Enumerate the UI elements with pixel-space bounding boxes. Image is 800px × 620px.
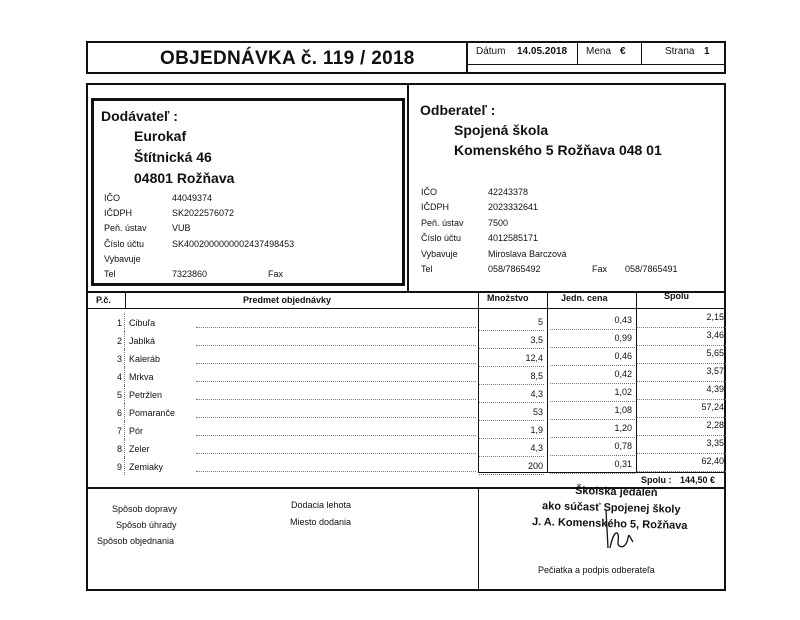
customer-field-value: 42243378 [488,187,529,197]
date-label: Dátum [476,46,506,57]
row-unit-price: 1,08 [614,405,632,415]
row-total-line [637,345,726,346]
signature-caption: Pečiatka a podpis odberateľa [538,565,655,575]
party-divider [407,85,409,291]
row-separator [124,385,126,403]
row-price-line [550,329,635,330]
row-number: 2 [116,336,122,346]
row-price-line [550,437,635,438]
page-label: Strana [665,46,695,57]
customer-field-label: Peň. ústav [421,217,464,228]
supplier-field-label: Peň. ústav [104,223,147,234]
payment-label: Spôsob úhrady [116,520,177,530]
row-item: Cibuľa [129,318,156,328]
row-qty: 3,5 [530,335,543,345]
row-separator [124,367,126,385]
col-header-total: Spolu [664,291,689,301]
row-leader [196,363,476,364]
row-separator [124,457,126,475]
row-separator [124,313,126,331]
row-leader [196,435,476,436]
customer-name: Spojená škola [454,122,549,138]
col-header-unit-price: Jedn. cena [561,293,608,303]
supplier-heading: Dodávateľ : [101,108,178,124]
row-unit-price: 0,99 [614,333,632,343]
supplier-field-value: SK4002000000002437498453 [172,238,295,249]
table-row [86,349,726,367]
col-header-no: P.č. [96,295,111,305]
supplier-fax-label: Fax [268,269,284,279]
transport-label: Spôsob dopravy [112,504,178,514]
row-leader [196,417,476,418]
row-qty: 5 [537,317,543,327]
row-total: 57,24 [701,402,724,412]
customer-field-label: Vybavuje [421,248,458,259]
row-qty: 200 [527,461,543,471]
row-unit-price: 1,20 [614,423,632,433]
row-separator [124,331,126,349]
stamp-line-3: J. A. Komenského 5, Rožňava [531,515,688,533]
row-number: 1 [116,318,122,328]
supplier-field-value: SK2022576072 [172,208,235,219]
row-separator [124,421,126,439]
row-item: Mrkva [129,372,154,382]
row-item: Pór [129,426,144,436]
row-item: Petržlen [129,390,163,400]
row-total-line [637,417,726,418]
row-total: 4,39 [706,384,724,394]
table-row [86,403,726,421]
customer-field-value: Miroslava Barczová [488,248,567,259]
row-total: 3,57 [706,366,724,376]
row-item: Zeler [129,444,150,454]
table-row [86,439,726,457]
row-total-line [637,435,726,436]
delivery-term-label: Dodacia lehota [291,500,352,510]
row-qty: 1,9 [530,425,543,435]
row-total: 2,28 [706,420,724,430]
row-leader [196,345,476,346]
row-unit-price: 0,43 [614,315,632,325]
row-unit-price: 0,31 [614,459,632,469]
row-qty: 53 [532,407,543,417]
row-price-line [550,383,635,384]
supplier-field-value: VUB [172,223,191,234]
supplier-field-label: IČDPH [104,208,133,219]
row-total-line [637,363,726,364]
row-price-line [550,401,635,402]
supplier-field-value: 44049374 [172,193,213,203]
row-total: 5,65 [706,348,724,358]
row-item: Kaleráb [129,354,161,364]
supplier-field-label: Číslo účtu [104,238,145,249]
table-row [86,385,726,403]
row-unit-price: 0,42 [614,369,632,379]
supplier-field-label: Vybavuje [104,253,141,264]
row-total-line [637,327,726,328]
row-price-line [550,365,635,366]
row-unit-price: 1,02 [614,387,632,397]
header-divider [466,41,468,74]
row-total: 3,46 [706,330,724,340]
row-number: 3 [116,354,122,364]
customer-field-label: Tel [421,264,433,274]
customer-field-label: Číslo účtu [421,233,462,244]
col-header-item: Predmet objednávky [243,295,332,305]
row-unit-price: 0,78 [614,441,632,451]
customer-field-value: 7500 [488,217,509,228]
row-separator [124,439,126,457]
signature-mark [600,508,640,554]
row-total: 62,40 [701,456,724,466]
row-total: 2,15 [706,312,724,322]
row-price-line [550,455,635,456]
row-leader [196,381,476,382]
table-header-rule [86,308,726,309]
table-row [86,367,726,385]
row-total-line [637,399,726,400]
row-qty: 12,4 [525,353,543,363]
customer-field-label: IČO [421,187,438,197]
row-separator [124,403,126,421]
customer-fax-label: Fax [592,264,608,274]
supplier-field-label: IČO [104,193,121,203]
row-qty-line [479,474,544,475]
supplier-field-label: Tel [104,269,116,279]
customer-field-label: IČDPH [421,202,450,213]
row-number: 6 [116,408,122,418]
row-item: Jablká [129,336,156,346]
customer-field-value: 4012585171 [488,233,539,244]
customer-fax-value: 058/7865491 [625,264,678,274]
row-number: 9 [116,462,122,472]
row-qty: 8,5 [530,371,543,381]
row-total-line [637,381,726,382]
column-rule [125,293,126,308]
row-leader [196,453,476,454]
row-number: 4 [116,372,122,382]
row-price-line [550,473,635,474]
row-price-line [550,347,635,348]
table-top-rule [86,291,726,293]
customer-address: Komenského 5 Rožňava 048 01 [454,142,662,158]
sum-rule [478,472,726,473]
row-qty: 4,3 [530,389,543,399]
table-row [86,331,726,349]
row-leader [196,399,476,400]
row-total-line [637,453,726,454]
customer-field-value: 2023332641 [488,202,539,213]
header-underline [466,64,726,65]
supplier-name: Eurokaf [134,128,187,144]
row-item: Zemiaky [129,462,164,472]
row-number: 5 [116,390,122,400]
table-row [86,313,726,331]
footer-divider [478,489,479,589]
supplier-city: 04801 Rožňava [134,170,235,186]
row-item: Pomaranče [129,408,176,418]
row-leader [196,471,476,472]
table-row [86,421,726,439]
header-divider [641,41,642,65]
row-unit-price: 0,46 [614,351,632,361]
col-header-qty: Množstvo [487,293,529,303]
page-title: OBJEDNÁVKA č. 119 / 2018 [160,48,415,69]
row-price-line [550,419,635,420]
page-number: 1 [704,46,710,57]
currency-label: Mena [586,46,612,57]
row-qty: 4,3 [530,443,543,453]
date-value: 14.05.2018 [517,46,568,57]
ordering-label: Spôsob objednania [97,536,175,546]
customer-field-value: 058/7865492 [488,264,541,274]
supplier-street: Štítnická 46 [134,149,212,165]
row-separator [124,349,126,367]
row-total: 3,35 [706,438,724,448]
sum-label: Spolu : [641,475,672,485]
sum-value: 144,50 € [680,475,716,485]
currency-value: € [620,46,626,57]
header-divider [577,41,578,65]
row-number: 8 [116,444,122,454]
row-leader [196,327,476,328]
stamp-line-2: ako súčasť Spojenej školy [541,500,681,516]
supplier-field-value: 7323860 [172,269,208,279]
delivery-place-label: Miesto dodania [290,517,352,527]
row-number: 7 [116,426,122,436]
stamp-line-1: Školská jedáleň [574,484,658,500]
customer-heading: Odberateľ : [420,102,496,118]
